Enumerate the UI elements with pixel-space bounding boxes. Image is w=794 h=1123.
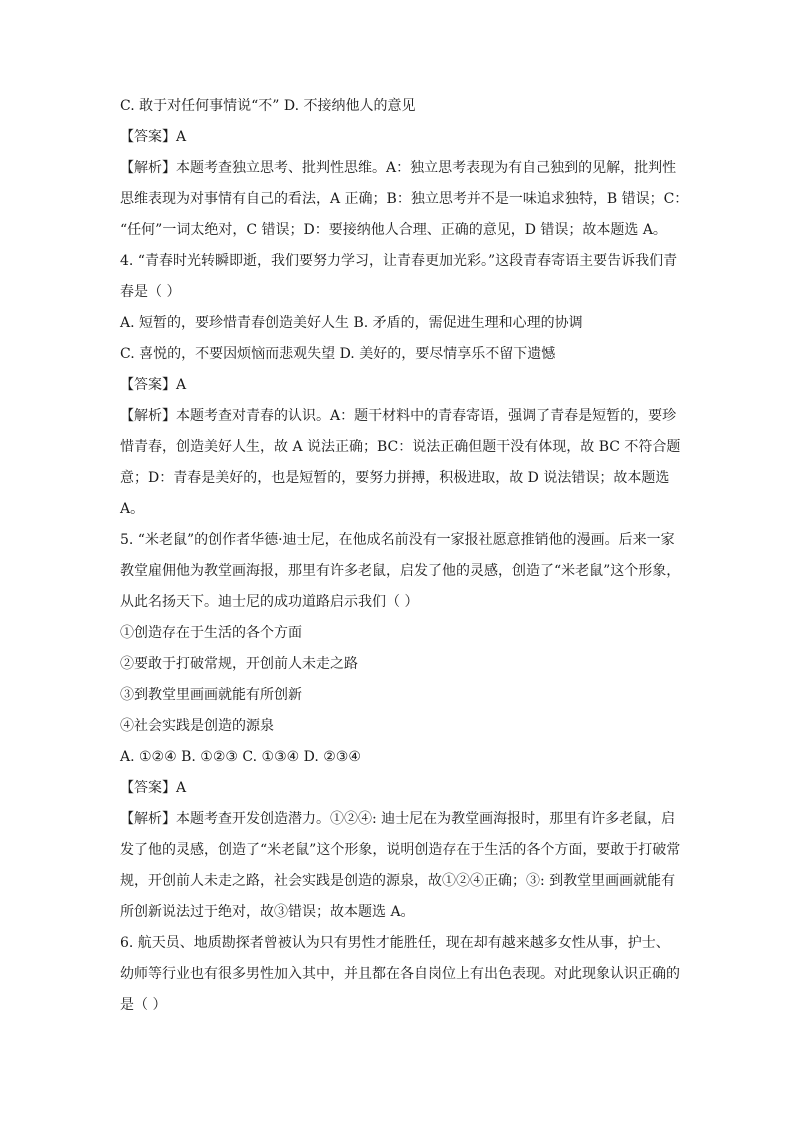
statement-line: ③到教堂里画画就能有所创新 <box>120 687 302 703</box>
analysis-line: 思维表现为对事情有自己的看法，A 正确；B：独立思考并不是一味追求独特，B 错误；C： <box>120 191 689 207</box>
analysis-line: 【解析】本题考查对青春的认识。A：题干材料中的青春寄语，强调了青春是短暂的，要珍 <box>120 408 677 424</box>
question-line: 从此名扬天下。迪士尼的成功道路启示我们（ ） <box>120 594 419 610</box>
question-line: 4. “青春时光转瞬即逝，我们要努力学习，让青春更加光彩。”这段青春寄语主要告诉我们青 <box>120 253 678 269</box>
analysis-line: 【解析】本题考查独立思考、批判性思维。A：独立思考表现为有自己独到的见解，批判性 <box>120 160 677 176</box>
question-line: 幼师等行业也有很多男性加入其中，并且都在各自岗位上有出色表现。对此现象认识正确的 <box>120 966 680 982</box>
statement-line: ②要敢于打破常规，开创前人未走之路 <box>120 656 358 672</box>
analysis-line: 【解析】本题考查开发创造潜力。①②④: 迪士尼在为教堂画海报时，那里有许多老鼠，启 <box>120 811 676 827</box>
answer-line: 【答案】A <box>120 129 187 145</box>
question-line: 5. “米老鼠”的创作者华德·迪士尼，在他成名前没有一家报社愿意推销他的漫画。后来一家 <box>120 532 675 548</box>
analysis-line: 发了他的灵感，创造了“米老鼠”这个形象，说明创造存在于生活的各个方面，要敢于打破常 <box>120 842 681 858</box>
question-line: 春是（ ） <box>120 284 181 300</box>
option-line-cd: C. 敢于对任何事情说“不” D. 不接纳他人的意见 <box>120 98 416 114</box>
analysis-line: 规，开创前人未走之路，社会实践是创造的源泉，故①②④正确；③: 到教堂里画画就能有 <box>120 873 676 889</box>
analysis-line: “任何”一词太绝对，C 错误；D：要接纳他人合理、正确的意见，D 错误；故本题选 A。 <box>120 222 667 238</box>
answer-line: 【答案】A <box>120 780 187 796</box>
analysis-line: 所创新说法过于绝对，故③错误；故本题选 A。 <box>120 904 415 920</box>
option-line-cd: C. 喜悦的，不要因烦恼而悲观失望 D. 美好的，要尽情享乐不留下遗憾 <box>120 346 556 362</box>
question-line: 教堂雇佣他为教堂画海报，那里有许多老鼠，启发了他的灵感，创造了“米老鼠”这个形象， <box>120 563 681 579</box>
question-line: 6. 航天员、地质勘探者曾被认为只有男性才能胜任，现在却有越来越多女性从事，护士、 <box>120 935 670 951</box>
analysis-line: 惜青春，创造美好人生，故 A 说法正确；BC：说法正确但题干没有体现，故 BC 不符合题 <box>120 439 681 455</box>
statement-line: ①创造存在于生活的各个方面 <box>120 625 302 641</box>
analysis-line: 意；D：青春是美好的，也是短暂的，要努力拼搏，积极进取，故 D 说法错误；故本题选 <box>120 470 670 486</box>
analysis-line: A。 <box>120 501 145 517</box>
question-line: 是（ ） <box>120 997 167 1013</box>
statement-line: ④社会实践是创造的源泉 <box>120 718 274 734</box>
option-line: A. ①②④ B. ①②③ C. ①③④ D. ②③④ <box>120 749 361 765</box>
option-line-ab: A. 短暂的，要珍惜青春创造美好人生 B. 矛盾的，需促进生理和心理的协调 <box>120 315 583 331</box>
answer-line: 【答案】A <box>120 377 187 393</box>
